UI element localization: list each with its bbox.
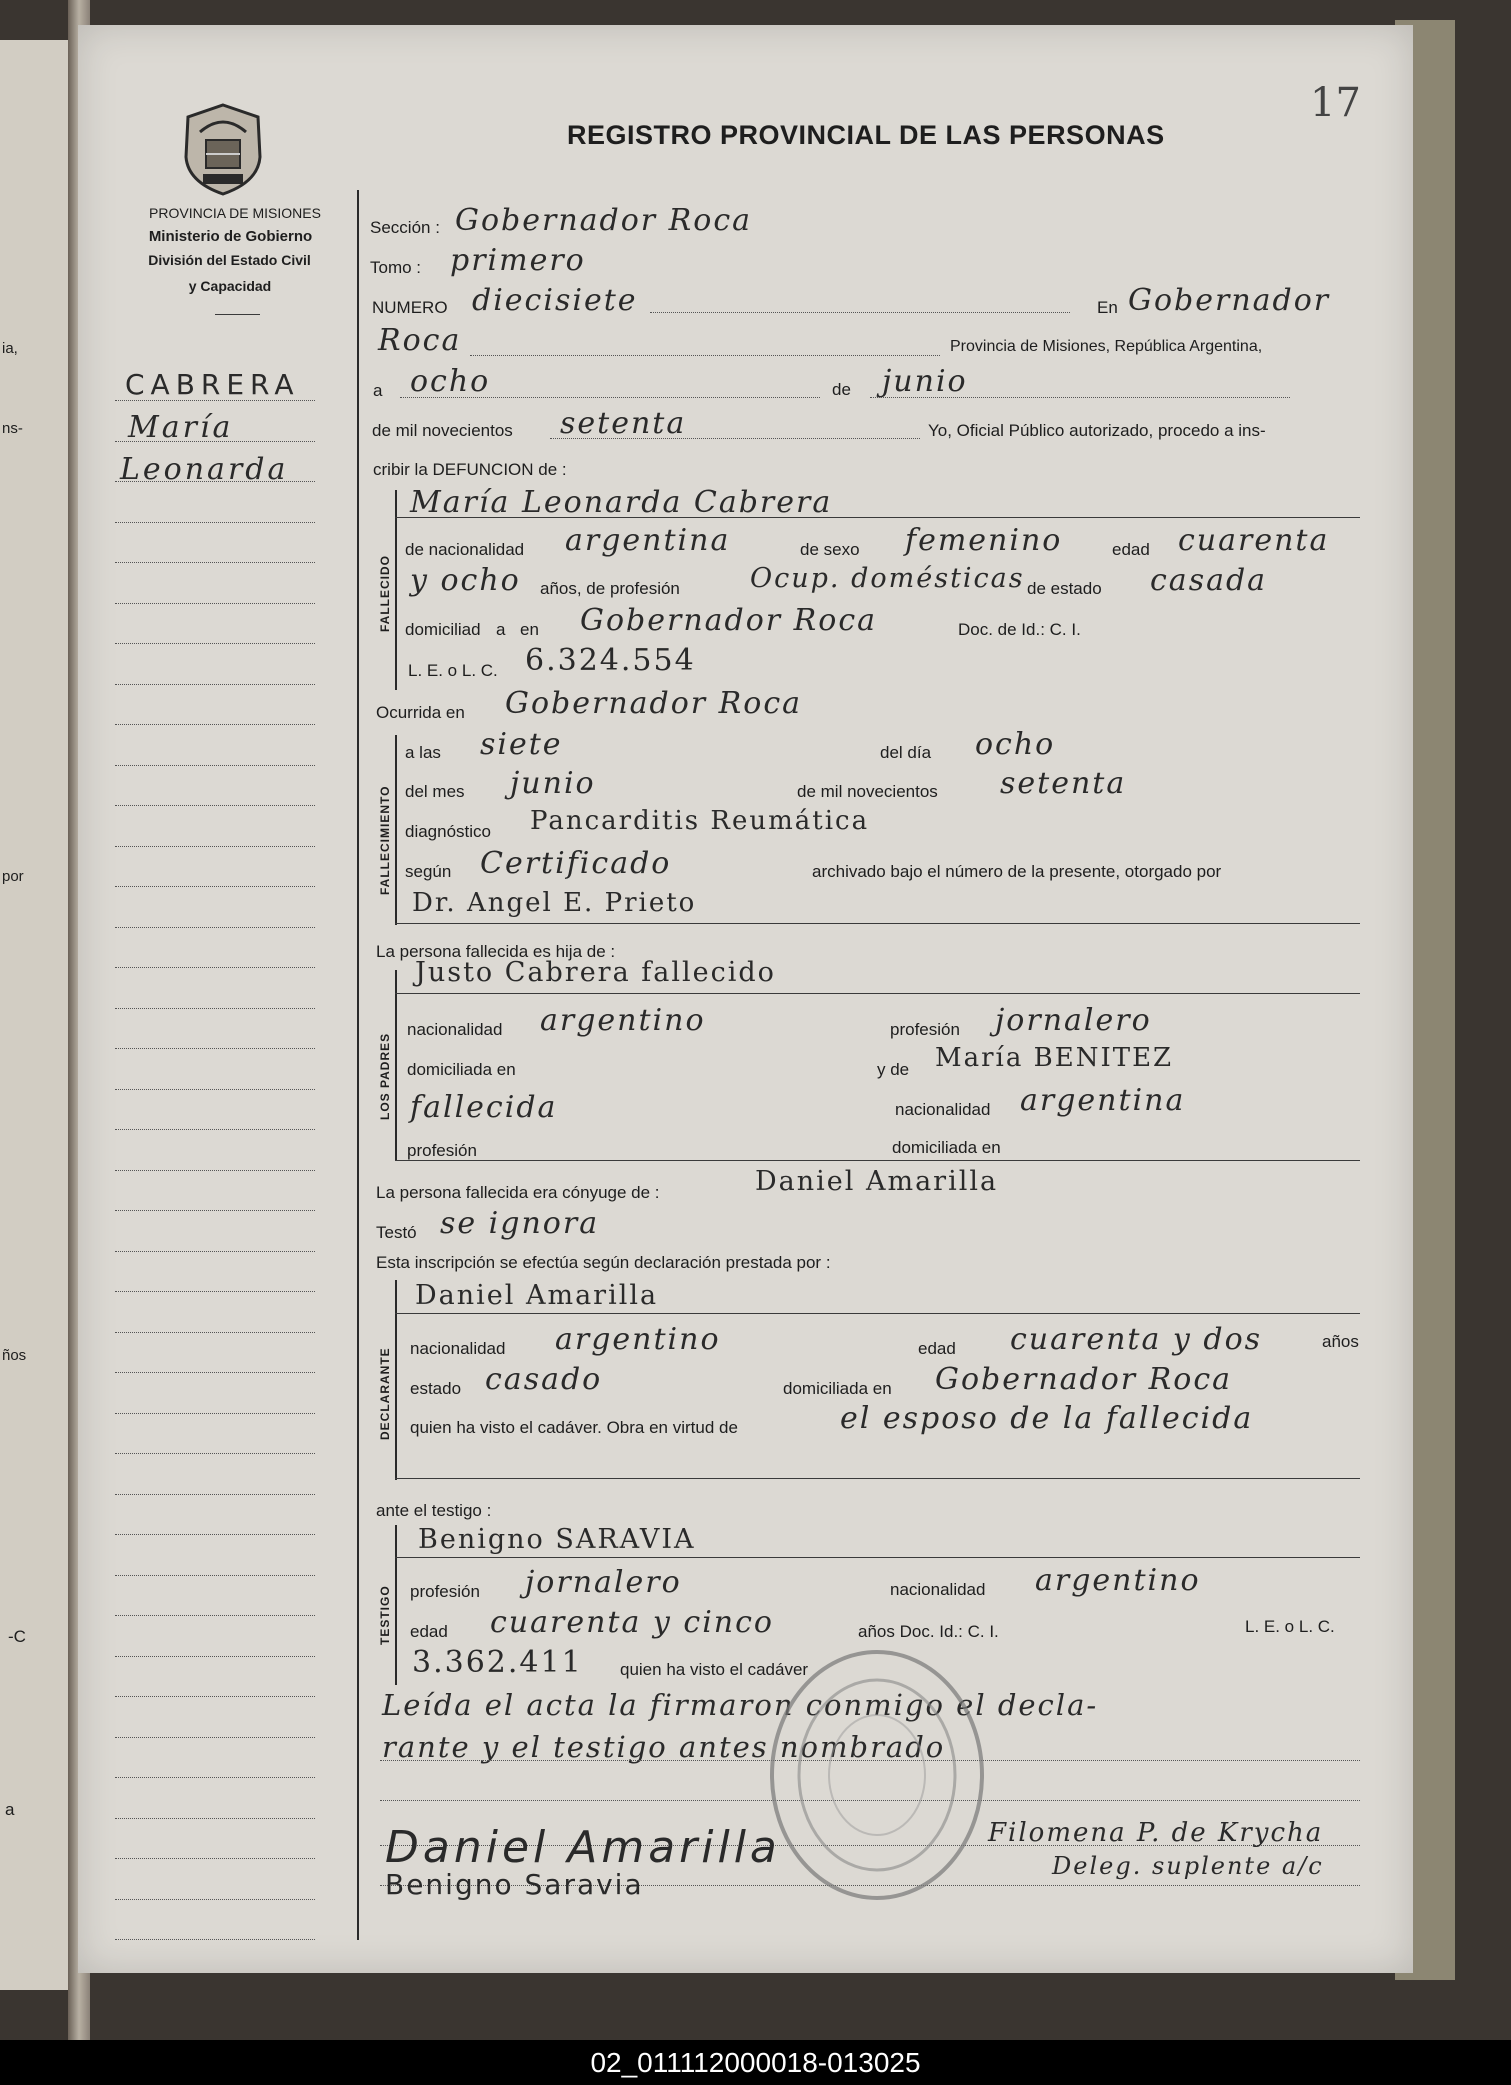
dotted-line — [470, 355, 940, 356]
margin-dotted-line — [115, 927, 315, 928]
value-decl-nac: argentino — [555, 1322, 721, 1357]
label-en2: en — [520, 620, 539, 639]
left-fragment: ia, — [2, 340, 18, 357]
signature-testigo: Benigno Saravia — [385, 1868, 644, 1901]
label-cribir: cribir la DEFUNCION de : — [373, 460, 567, 479]
value-estado-civil: casada — [1150, 563, 1268, 598]
value-conyuge: Daniel Amarilla — [755, 1166, 999, 1197]
value-seccion: Gobernador Roca — [455, 203, 753, 238]
value-lugar2: Roca — [378, 323, 462, 358]
left-fragment: por — [2, 868, 24, 885]
label-test-nac: nacionalidad — [890, 1580, 986, 1599]
value-decl-estado: casado — [485, 1362, 603, 1397]
value-padre-prof: jornalero — [995, 1003, 1152, 1038]
margin-dotted-line — [115, 441, 315, 442]
label-madre-domicilio: domiciliada en — [892, 1138, 1001, 1157]
margin-dotted-line — [115, 481, 315, 482]
label-de-mil: de mil novecientos — [372, 421, 513, 440]
value-anio2: setenta — [1000, 766, 1127, 801]
value-domiciliad-suffix: a — [496, 620, 506, 639]
margin-dotted-line — [115, 1210, 315, 1211]
rule — [395, 1313, 1360, 1314]
label-test-edad: edad — [410, 1622, 448, 1641]
rule — [395, 1160, 1360, 1161]
margin-dotted-line — [115, 1291, 315, 1292]
margin-dotted-line — [115, 846, 315, 847]
side-label-padres: LOS PADRES — [378, 1032, 392, 1120]
value-mes: junio — [882, 364, 968, 399]
label-estado: de estado — [1027, 579, 1102, 598]
rule — [395, 1557, 1360, 1558]
value-test-edad: cuarenta y cinco — [490, 1605, 774, 1640]
value-test-prof: jornalero — [525, 1565, 682, 1600]
label-domiciliad: domiciliad — [405, 620, 481, 639]
left-fragment: a — [5, 1800, 15, 1819]
rule — [395, 517, 1360, 518]
label-numero: NUMERO — [372, 298, 448, 317]
label-ante-testigo: ante el testigo : — [376, 1501, 492, 1520]
margin-dotted-line — [115, 1534, 315, 1535]
section-rule-fallecimiento — [395, 735, 397, 925]
label-diagnostico: diagnóstico — [405, 822, 492, 841]
value-testigo: Benigno SARAVIA — [418, 1524, 696, 1555]
value-madre: María BENITEZ — [935, 1043, 1174, 1073]
label-de-mil2: de mil novecientos — [797, 782, 938, 801]
value-anio: setenta — [560, 406, 687, 441]
margin-name-1: María — [128, 410, 234, 445]
section-rule-padres — [395, 970, 397, 1160]
margin-dotted-line — [115, 886, 315, 887]
margin-dotted-line — [115, 643, 315, 644]
label-domiciliada-en: domiciliada en — [407, 1060, 516, 1079]
label-doc-id: Doc. de Id.: C. I. — [958, 620, 1081, 639]
label-del-dia: del día — [880, 743, 932, 762]
left-fragment: -C — [8, 1627, 26, 1646]
side-label-declarante: DECLARANTE — [378, 1347, 392, 1440]
left-fragment: ns- — [2, 420, 23, 437]
value-medico: Dr. Angel E. Prieto — [412, 888, 697, 918]
margin-dotted-line — [115, 1129, 315, 1130]
margin-dotted-line — [115, 603, 315, 604]
value-profesion: Ocup. domésticas — [750, 563, 1025, 594]
value-padre-nac: argentino — [540, 1003, 706, 1038]
margin-dotted-line — [115, 967, 315, 968]
label-hija-de: La persona fallecida es hija de : — [376, 942, 616, 961]
margin-dotted-line — [115, 400, 315, 401]
footer-id: 02_011112000018-013025 — [590, 2047, 921, 2078]
margin-dotted-line — [115, 1656, 315, 1657]
left-page-edge — [0, 40, 77, 1990]
section-rule-declarante — [395, 1280, 397, 1480]
margin-dotted-line — [115, 1615, 315, 1616]
value-del-mes: junio — [510, 766, 596, 801]
margin-dotted-line — [115, 1372, 315, 1373]
margin-dotted-line — [115, 1453, 315, 1454]
value-del-dia: ocho — [975, 727, 1056, 762]
org-line-2: Ministerio de Gobierno — [148, 228, 313, 245]
margin-dotted-line — [115, 1251, 315, 1252]
section-rule-fallecido — [395, 490, 397, 690]
value-en: Gobernador — [1128, 283, 1331, 318]
margin-dotted-line — [115, 1332, 315, 1333]
value-leida1: Leída el acta la firmaron conmigo el decla- — [382, 1688, 1099, 1722]
label-quien-cadaver: quien ha visto el cadáver. Obra en virtud de — [410, 1418, 738, 1437]
org-line-1: PROVINCIA DE MISIONES — [149, 205, 321, 221]
value-decl-edad: cuarenta y dos — [1010, 1322, 1263, 1357]
margin-name-2: Leonarda — [120, 452, 289, 487]
margin-dotted-line — [115, 1008, 315, 1009]
label-anos-doc: años Doc. Id.: C. I. — [858, 1622, 999, 1641]
label-seccion: Sección : — [370, 218, 440, 237]
margin-dotted-line — [115, 765, 315, 766]
margin-dotted-line — [115, 562, 315, 563]
margin-dotted-line — [115, 1777, 315, 1778]
margin-dotted-line — [115, 1899, 315, 1900]
label-test-prof: profesión — [410, 1582, 480, 1601]
value-testo: se ignora — [440, 1206, 600, 1241]
margin-dotted-line — [115, 1575, 315, 1576]
side-label-fallecimiento: FALLECIMIENTO — [378, 785, 392, 895]
label-decl-estado: estado — [410, 1379, 462, 1398]
value-edad2: y ocho — [410, 563, 521, 598]
label-del-mes: del mes — [405, 782, 465, 801]
label-segun: según — [405, 862, 452, 881]
rule — [395, 993, 1360, 994]
section-rule-testigo — [395, 1525, 397, 1685]
value-ocurrida: Gobernador Roca — [505, 686, 803, 721]
value-fallecido-nombre: María Leonarda Cabrera — [410, 485, 833, 520]
value-segun: Certificado — [480, 846, 672, 881]
label-testo: Testó — [376, 1223, 417, 1242]
value-diagnostico: Pancarditis Reumática — [530, 806, 870, 836]
margin-dotted-line — [115, 1858, 315, 1859]
label-madre-nac: nacionalidad — [895, 1100, 991, 1119]
value-edad1: cuarenta — [1178, 523, 1330, 558]
value-domicilio: Gobernador Roca — [580, 603, 878, 638]
page-title: REGISTRO PROVINCIAL DE LAS PERSONAS — [567, 120, 1165, 150]
label-y-de: y de — [877, 1060, 910, 1079]
label-quien-visto: quien ha visto el cadáver — [620, 1660, 809, 1679]
margin-dotted-line — [115, 522, 315, 523]
value-tomo: primero — [450, 243, 586, 278]
label-a: a — [373, 381, 383, 400]
label-provincia: Provincia de Misiones, República Argentina, — [950, 338, 1263, 355]
label-le-lc: L. E. o L. C. — [408, 661, 498, 680]
dotted-line — [650, 312, 1070, 313]
signature-oficial-cargo: Deleg. suplente a/c — [1052, 1852, 1324, 1880]
label-archivado: archivado bajo el número de la presente, otorgado por — [812, 862, 1222, 881]
value-leida2: rante y el testigo antes nombrado — [382, 1730, 946, 1764]
signature-oficial: Filomena P. de Krycha — [988, 1818, 1324, 1848]
value-nacionalidad: argentina — [565, 523, 731, 558]
label-en: En — [1097, 298, 1118, 317]
label-a-las: a las — [405, 743, 441, 762]
margin-dotted-line — [115, 1737, 315, 1738]
org-line-4: y Capacidad — [188, 278, 272, 294]
margin-dotted-line — [115, 1818, 315, 1819]
dotted-line — [870, 397, 1290, 398]
margin-divider — [357, 190, 359, 1940]
label-yo-oficial: Yo, Oficial Público autorizado, procedo a ins- — [928, 421, 1266, 440]
value-decl-domicilio: Gobernador Roca — [935, 1362, 1233, 1397]
label-de: de — [832, 380, 851, 399]
margin-dotted-line — [115, 1048, 315, 1049]
value-test-nac: argentino — [1035, 1563, 1201, 1598]
margin-dotted-line — [115, 684, 315, 685]
value-hora: siete — [480, 727, 563, 762]
label-ocurrida-en: Ocurrida en — [376, 703, 465, 722]
label-inscripcion: Esta inscripción se efectúa según declaración prestada por : — [376, 1253, 831, 1272]
label-anos-profesion: años, de profesión — [540, 579, 680, 598]
official-seal-stamp — [765, 1645, 990, 1905]
label-edad: edad — [1112, 540, 1150, 559]
value-test-doc: 3.362.411 — [412, 1645, 583, 1680]
value-declarante: Daniel Amarilla — [415, 1280, 659, 1311]
side-label-testigo: TESTIGO — [378, 1585, 392, 1645]
margin-dotted-line — [115, 805, 315, 806]
value-padre: Justo Cabrera fallecido — [415, 957, 776, 988]
side-label-fallecido: FALLECIDO — [378, 555, 392, 632]
label-decl-domicilio: domiciliada en — [783, 1379, 892, 1398]
rule — [395, 1478, 1360, 1479]
org-divider — [215, 314, 260, 315]
left-fragment: ños — [2, 1347, 27, 1364]
value-documento: 6.324.554 — [525, 643, 696, 678]
page-number: 17 — [1310, 80, 1361, 126]
label-sexo: de sexo — [800, 540, 860, 559]
rule — [395, 923, 1360, 924]
value-sexo: femenino — [905, 523, 1063, 558]
dotted-line — [550, 438, 920, 439]
label-decl-edad: edad — [918, 1339, 956, 1358]
label-conyuge: La persona fallecida era cónyuge de : — [376, 1183, 660, 1202]
label-tomo: Tomo : — [370, 258, 422, 277]
value-dia: ocho — [410, 364, 491, 399]
value-madre-nac: argentina — [1020, 1083, 1186, 1118]
label-padre-nac: nacionalidad — [407, 1020, 503, 1039]
margin-dotted-line — [115, 1413, 315, 1414]
margin-dotted-line — [115, 1170, 315, 1171]
label-decl-nac: nacionalidad — [410, 1339, 506, 1358]
provincial-emblem-icon — [178, 102, 268, 197]
label-padre-prof: profesión — [890, 1020, 960, 1039]
label-madre-prof: profesión — [407, 1141, 477, 1160]
label-le-lc2: L. E. o L. C. — [1245, 1617, 1335, 1636]
dotted-line — [400, 397, 820, 398]
margin-dotted-line — [115, 724, 315, 725]
margin-surname: CABRERA — [125, 368, 300, 401]
org-line-3: División del Estado Civil — [148, 252, 311, 268]
label-decl-anos: años — [1322, 1332, 1359, 1351]
label-nacionalidad: de nacionalidad — [405, 540, 525, 559]
margin-dotted-line — [115, 1494, 315, 1495]
margin-dotted-line — [115, 1696, 315, 1697]
value-decl-virtud: el esposo de la fallecida — [840, 1401, 1254, 1436]
signature-declarante: Daniel Amarilla — [385, 1822, 781, 1873]
value-madre-estado: fallecida — [410, 1090, 558, 1125]
margin-dotted-line — [115, 1939, 315, 1940]
value-numero: diecisiete — [472, 283, 638, 318]
margin-dotted-line — [115, 1089, 315, 1090]
